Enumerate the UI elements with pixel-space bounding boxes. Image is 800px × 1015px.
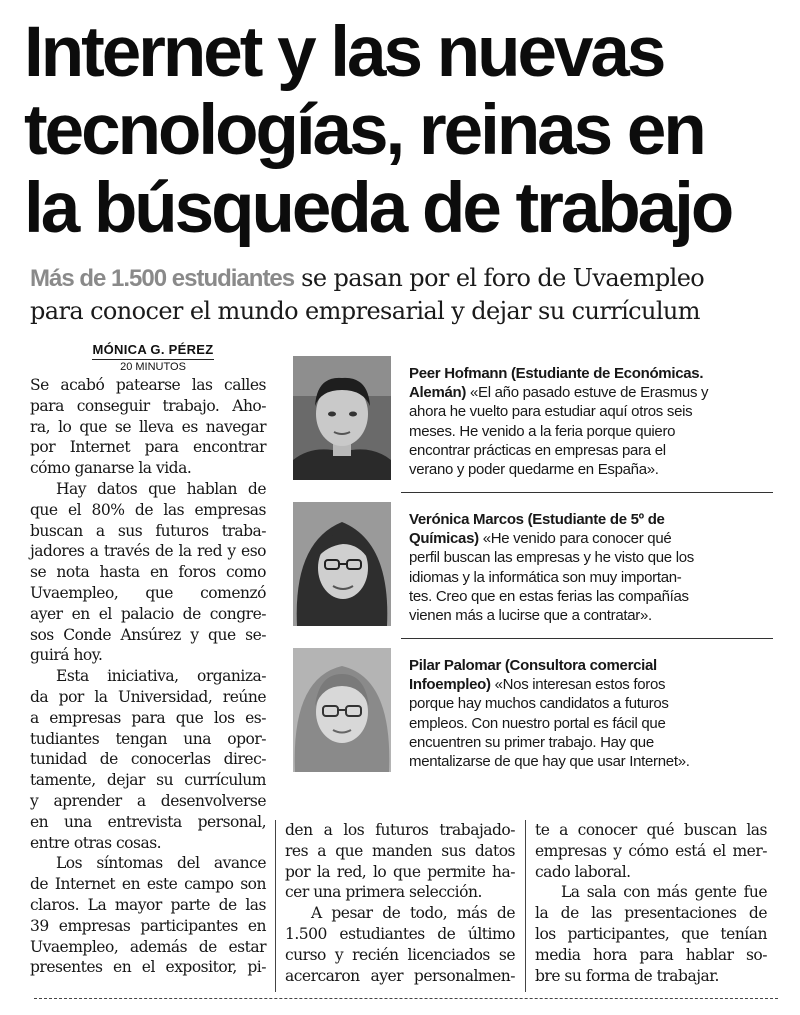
text-line: Uvaempleo, además de estar — [30, 937, 266, 956]
profile-text — [409, 656, 771, 771]
text-line: entre otras cosas. — [30, 833, 162, 852]
text-line: tudiantes tengan una opor- — [30, 729, 266, 748]
profile-quote: «Nos interesan estos foros — [490, 676, 666, 694]
profile-separator — [401, 492, 773, 493]
profile-line: vienen más a lucirse que a contratar». — [409, 607, 652, 625]
text-line: Esta iniciativa, organiza- — [56, 667, 266, 686]
profile-line: idiomas y la informática son muy importan- — [409, 568, 682, 586]
byline-source: 20 MINUTOS — [92, 359, 214, 373]
profile-name: Verónica Marcos (Estudiante de 5º de — [409, 511, 665, 528]
text-line: los participantes, que tenían — [535, 924, 767, 943]
profile-name: Peer Hofmann (Estudiante de Económicas. — [409, 365, 704, 382]
text-line: ayer en el palacio de congre- — [30, 604, 266, 623]
text-line: en una entrevista personal, — [30, 812, 266, 831]
text-line: Hay datos que hablan de — [56, 479, 266, 498]
text-line: buscan a sus futuros traba- — [30, 521, 266, 540]
text-line: y aprender a desenvolverse — [30, 791, 266, 810]
text-line: A pesar de todo, más de — [311, 904, 515, 923]
profile-line: empleos. Con nuestro portal es fácil que — [409, 714, 666, 732]
subheadline-line: para conocer el mundo empresarial y dejar su currículum — [30, 297, 700, 325]
subheadline — [30, 262, 790, 328]
profile-text — [409, 510, 771, 625]
text-line: de Internet en este campo son — [30, 875, 266, 894]
profile-line — [409, 656, 771, 675]
text-line: da por la Universidad, reúne — [30, 687, 266, 706]
text-line: presentes en el expositor, pi- — [30, 958, 266, 977]
text-line: te a conocer qué buscan las — [535, 821, 767, 839]
text-line: por Internet para encontrar — [30, 438, 266, 457]
text-line: empresas y cómo está el mer- — [535, 841, 767, 860]
profile-name: Químicas) — [409, 530, 479, 548]
article-column-3 — [535, 820, 767, 986]
profile-name: Pilar Palomar (Consultora comercial — [409, 657, 657, 674]
text-line: Se acabó patearse las calles — [30, 376, 266, 394]
profile-line — [409, 510, 771, 529]
text-line: la de las presentaciones de — [535, 904, 767, 923]
profile-line: encontrar prácticas en empresas para el — [409, 441, 666, 459]
profile-line: ahora he vuelto para estudiar aquí otros seis — [409, 403, 693, 421]
subheadline-highlight: Más de 1.500 estudiantes — [30, 265, 295, 292]
text-line: cado laboral. — [535, 862, 631, 881]
profile-line — [409, 364, 771, 383]
text-line: acercaron ayer personalmen- — [285, 966, 515, 985]
profile-line: verano y poder quedarme en España». — [409, 461, 659, 479]
text-line: para conseguir trabajo. Aho- — [30, 396, 266, 415]
text-line: Uvaempleo, que comenzó — [30, 583, 266, 602]
text-line: tamente, dejar su currículum — [30, 771, 266, 790]
profile-line: encuentren su primer trabajo. Hay que — [409, 733, 654, 751]
text-line: jadores a través de la red y eso — [30, 542, 266, 561]
profile-card — [285, 502, 777, 634]
text-line: que el 80% de las empresas — [30, 500, 266, 519]
profile-name: Alemán) — [409, 384, 467, 402]
profile-line: porque hay muchos candidatos a futuros — [409, 695, 669, 713]
text-line: claros. La mayor parte de las — [30, 895, 266, 914]
text-line: guirá hoy. — [30, 646, 103, 665]
profile-line: mentalizarse de que hay que usar Internet». — [409, 753, 690, 771]
portrait-photo — [293, 356, 391, 480]
portrait-photo — [293, 648, 391, 772]
text-line: por la red, lo que permite ha- — [285, 862, 515, 881]
text-line: a empresas para que los es- — [30, 708, 266, 727]
text-line: res a que manden sus datos — [285, 841, 515, 860]
profile-line: perfil buscan las empresas y he visto que los — [409, 549, 694, 567]
text-line: cer una primera selección. — [285, 883, 482, 902]
text-line: tunidad de conocerlas direc- — [30, 750, 266, 769]
subheadline-text: se pasan por el foro de Uvaempleo — [294, 264, 705, 292]
profile-name: Infoempleo) — [409, 676, 491, 694]
profile-quote: «El año pasado estuve de Erasmus y — [466, 384, 709, 402]
headline-line: la búsqueda de trabajo — [24, 169, 732, 248]
column-rule — [275, 820, 276, 992]
headline — [24, 14, 784, 248]
article-column-1 — [30, 375, 266, 978]
profile-quote: «He venido para conocer qué — [478, 530, 672, 548]
profile-separator — [401, 638, 773, 639]
profile-line — [409, 383, 771, 402]
text-line: 1.500 estudiantes de último — [285, 924, 515, 943]
text-line: ra, lo que se lleva es navegar — [30, 417, 266, 436]
profile-line: meses. He venido a la feria porque quiero — [409, 422, 676, 440]
text-line: sos Conde Ansúrez y que se- — [30, 625, 266, 644]
article-column-2 — [285, 820, 515, 986]
headline-line: tecnologías, reinas en — [24, 91, 704, 170]
subheadline-line — [30, 262, 790, 295]
byline-author: MÓNICA G. PÉREZ — [92, 342, 214, 357]
headline-line: Internet y las nuevas — [24, 13, 664, 92]
profile-line — [409, 675, 771, 694]
column-rule — [525, 820, 526, 992]
bottom-divider — [34, 998, 778, 999]
text-line: bre su forma de trabajar. — [535, 966, 719, 985]
profile-card — [285, 356, 777, 488]
text-line: curso y recién licenciados se — [285, 945, 515, 964]
profile-text — [409, 364, 771, 479]
text-line: La sala con más gente fue — [561, 883, 767, 902]
text-line: se nota hasta en foros como — [30, 563, 266, 582]
text-line: Los síntomas del avance — [56, 854, 266, 873]
profile-line — [409, 529, 771, 548]
portrait-photo — [293, 502, 391, 626]
profile-card — [285, 648, 777, 780]
text-line: cómo ganarse la vida. — [30, 459, 192, 478]
byline — [78, 342, 228, 373]
profile-line: tes. Creo que en estas ferias las compañías — [409, 587, 689, 605]
profiles-box — [285, 352, 777, 782]
text-line: den a los futuros trabajado- — [285, 821, 515, 839]
text-line: 39 empresas participantes en — [30, 916, 266, 935]
text-line: media hora para hablar so- — [535, 945, 767, 964]
